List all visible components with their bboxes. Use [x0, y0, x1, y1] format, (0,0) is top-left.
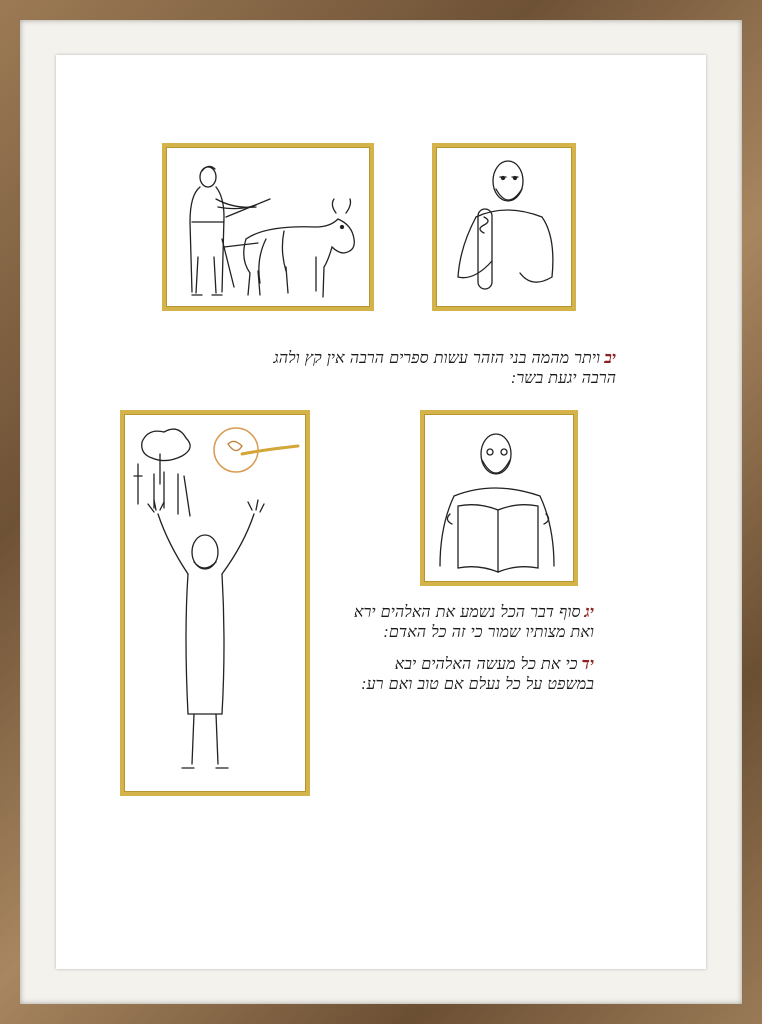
man-with-raised-arms-drawing [124, 414, 306, 792]
plowman-with-ox-drawing [166, 147, 370, 307]
verse-12 [196, 348, 616, 388]
man-reading-book-drawing [424, 414, 574, 582]
verse-14-number: יד [581, 654, 594, 673]
verse-12-number: יב [604, 348, 616, 367]
verse-13-line-2: ואת מצותיו שמור כי זה כל האדם ׃ [383, 622, 594, 641]
verse-13-number: יג [584, 602, 594, 621]
verse-14-line-2: במשפט על כל נעלם אם טוב ואם רע ׃ [361, 674, 594, 693]
verse-12-line-1: יבויתר מהמה בני הזהר עשות ספרים הרבה אין קץ ולהג [273, 348, 616, 367]
man-holding-scroll-drawing [436, 147, 572, 307]
verse-14 [316, 654, 594, 694]
panel-scroll-sage [432, 143, 576, 311]
verse-13-line-1: יגסוף דבר הכל נשמע את האלהים ירא [353, 602, 594, 621]
panel-plowman [162, 143, 374, 311]
verse-13 [316, 602, 594, 642]
verse-12-line-2: הרבה יגעת בשר ׃ [511, 368, 616, 387]
verse-14-line-1: ידכי את כל מעשה האלהים יבא [394, 654, 594, 673]
panel-reader [420, 410, 578, 586]
panel-raised-arms [120, 410, 310, 796]
